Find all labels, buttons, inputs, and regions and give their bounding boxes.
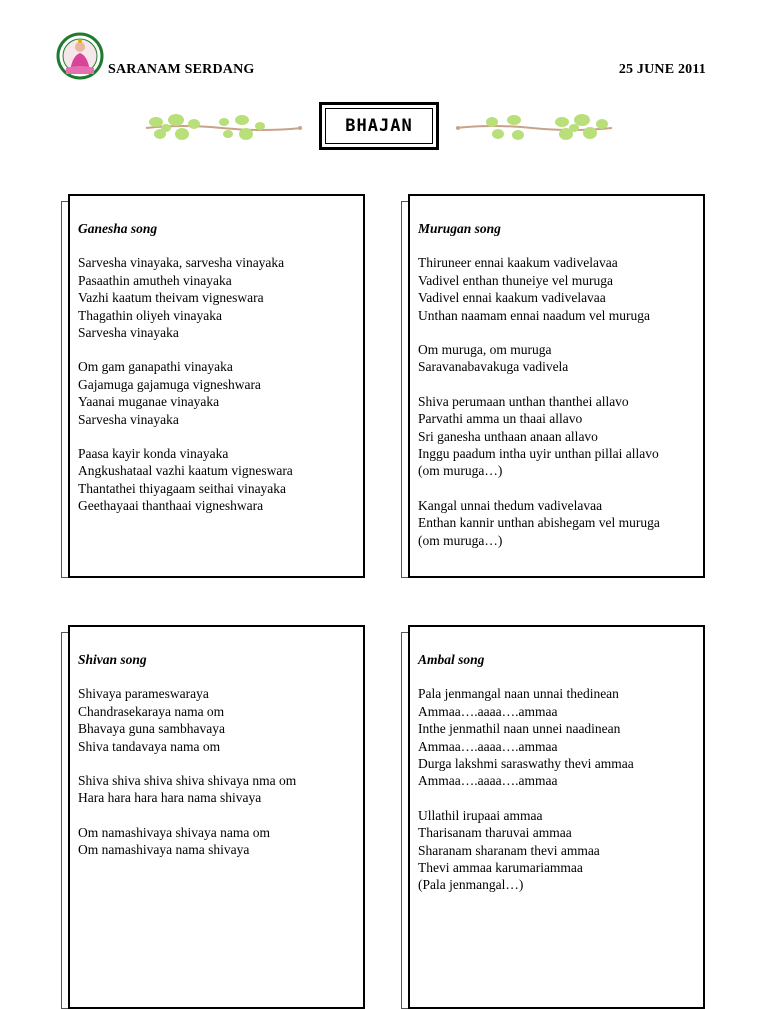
- song-stanza: [418, 497, 700, 549]
- lyric-line: Inggu paadum intha uyir unthan pillai allavo: [418, 446, 659, 462]
- lyric-line: Sri ganesha unthaan anaan allavo: [418, 428, 598, 444]
- page-title-box: [319, 102, 439, 150]
- organization-name: SARANAM SERDANG: [108, 62, 255, 77]
- song-stanza: [418, 254, 700, 324]
- lyric-line: Inthe jenmathil naan unnei naadinean: [418, 721, 621, 737]
- lyric-line: Paasa kayir konda vinayaka: [78, 446, 229, 462]
- lyric-line: Yaanai muganae vinayaka: [78, 394, 220, 410]
- lyric-line: Om gam ganapathi vinayaka: [78, 359, 233, 375]
- song-stanza: [78, 254, 360, 341]
- lyric-line: (om muruga…): [418, 532, 503, 548]
- lyric-line: Sarvesha vinayaka: [78, 411, 179, 427]
- song-title: Ambal song: [418, 652, 485, 667]
- event-date: 25 JUNE 2011: [618, 62, 706, 77]
- lyric-line: Thagathin oliyeh vinayaka: [78, 307, 222, 323]
- song-card-murugan: [401, 194, 693, 578]
- lyric-line: Ammaa….aaaa….ammaa: [418, 738, 558, 754]
- song-stanza: [78, 685, 360, 755]
- lyric-line: Sarvesha vinayaka: [78, 325, 179, 341]
- song-stanza: [78, 824, 360, 859]
- lyric-line: Ullathil irupaai ammaa: [418, 807, 543, 823]
- lyric-line: Om namashivaya nama shivaya: [78, 842, 250, 858]
- lyric-line: (Pala jenmangal…): [418, 877, 524, 893]
- lyric-line: Gajamuga gajamuga vigneshwara: [78, 376, 261, 392]
- lyric-line: Ammaa….aaaa….ammaa: [418, 773, 558, 789]
- lyric-line: Chandrasekaraya nama om: [78, 703, 225, 719]
- song-card-ambal: [401, 625, 693, 1009]
- lyric-line: Om namashivaya shivaya nama om: [78, 824, 270, 840]
- song-title: Shivan song: [78, 652, 147, 667]
- lyric-line: Vadivel enthan thuneiye vel muruga: [418, 272, 613, 288]
- page-title: BHAJAN: [345, 116, 413, 136]
- goddess-emblem-icon: [56, 32, 104, 80]
- lyric-line: Pasaathin amutheh vinayaka: [78, 272, 232, 288]
- song-title: Ganesha song: [78, 221, 158, 236]
- lyric-line: Ammaa….aaaa….ammaa: [418, 703, 558, 719]
- lyric-line: Vadivel ennai kaakum vadivelavaa: [418, 290, 606, 306]
- lyric-line: Geethayaai thanthaai vigneshwara: [78, 498, 264, 514]
- lyric-line: Kangal unnai thedum vadivelavaa: [418, 497, 603, 513]
- lyric-line: Vazhi kaatum theivam vigneswara: [78, 290, 264, 306]
- song-stanza: [418, 341, 700, 376]
- song-card-shivan: [61, 625, 353, 1009]
- leaf-vine-icon: [452, 110, 617, 146]
- lyric-line: Hara hara hara hara nama shivaya: [78, 790, 262, 806]
- song-content: [78, 220, 360, 515]
- song-title: Murugan song: [418, 221, 501, 236]
- lyric-line: Thantathei thiyagaam seithai vinayaka: [78, 480, 287, 496]
- lyric-line: Shiva shiva shiva shiva shivaya nma om: [78, 773, 297, 789]
- lyric-line: Sharanam sharanam thevi ammaa: [418, 842, 600, 858]
- song-stanza: [418, 807, 700, 894]
- lyric-line: Thevi ammaa karumariammaa: [418, 860, 583, 876]
- leaf-vine-icon: [142, 110, 307, 146]
- song-stanza: [78, 772, 360, 807]
- song-stanza: [418, 393, 700, 480]
- lyric-line: Pala jenmangal naan unnai thedinean: [418, 686, 619, 702]
- lyric-line: Shivaya parameswaraya: [78, 686, 209, 702]
- lyric-line: Sarvesha vinayaka, sarvesha vinayaka: [78, 255, 285, 271]
- song-content: [78, 651, 360, 859]
- song-card-ganesha: [61, 194, 353, 578]
- lyric-line: Parvathi amma un thaai allavo: [418, 411, 583, 427]
- lyric-line: Thiruneer ennai kaakum vadivelavaa: [418, 255, 618, 271]
- song-content: [418, 651, 700, 894]
- song-content: [418, 220, 700, 549]
- lyric-line: Unthan naamam ennai naadum vel muruga: [418, 307, 651, 323]
- lyric-line: Durga lakshmi saraswathy thevi ammaa: [418, 756, 634, 772]
- song-stanza: [418, 685, 700, 789]
- lyric-line: Shiva perumaan unthan thanthei allavo: [418, 393, 629, 409]
- song-stanza: [78, 445, 360, 515]
- lyric-line: Enthan kannir unthan abishegam vel muruga: [418, 515, 660, 531]
- lyric-line: Shiva tandavaya nama om: [78, 738, 221, 754]
- lyric-line: Tharisanam tharuvai ammaa: [418, 825, 572, 841]
- lyric-line: Om muruga, om muruga: [418, 342, 552, 358]
- lyric-line: Bhavaya guna sambhavaya: [78, 721, 225, 737]
- lyric-line: Saravanabavakuga vadivela: [418, 359, 569, 375]
- song-stanza: [78, 358, 360, 428]
- lyric-line: (om muruga…): [418, 463, 503, 479]
- lyric-line: Angkushataal vazhi kaatum vigneswara: [78, 463, 293, 479]
